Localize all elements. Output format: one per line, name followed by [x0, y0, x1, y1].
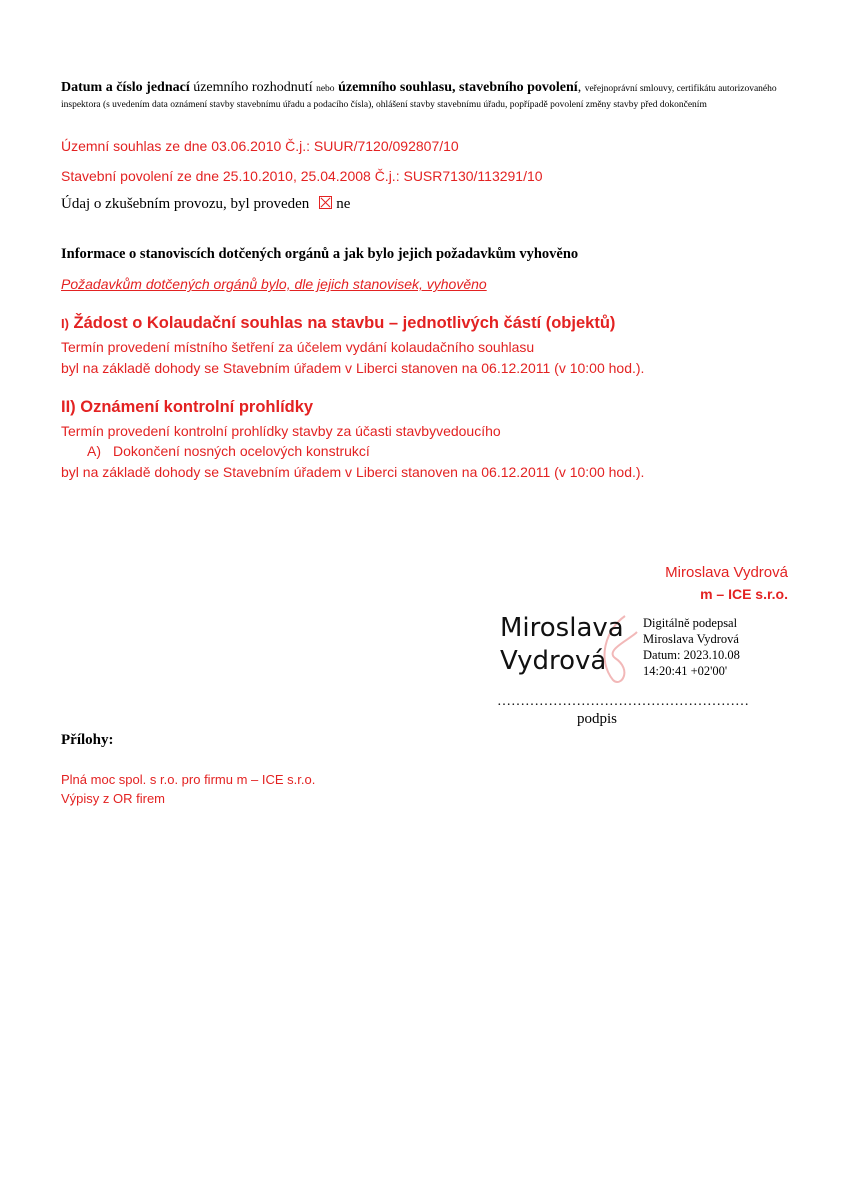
- header-text-1: územního rozhodnutí: [189, 80, 317, 95]
- digital-signature-info: [643, 615, 740, 679]
- digital-signature-info-3: Datum: 2023.10.08: [643, 648, 740, 662]
- section-2-line-1: Termín provedení kontrolní prohlídky stavby za účasti stavbyvedoucího: [61, 423, 501, 439]
- section-2-title: II) Oznámení kontrolní prohlídky: [61, 398, 314, 416]
- permit-line-2: Stavební povolení ze dne 25.10.2010, 25.04.2008 Č.j.: SUSR7130/113291/10: [61, 168, 543, 184]
- section-1-line-1: Termín provedení místního šetření za účelem vydání kolaudačního souhlasu: [61, 339, 535, 355]
- attachments-heading: Přílohy:: [61, 732, 114, 748]
- digital-signature-info-2: Miroslava Vydrová: [643, 632, 739, 646]
- section-2-list-item: [87, 443, 370, 459]
- section-1-title-text: Žádost o Kolaudační souhlas na stavbu – jednotlivých částí (objektů): [68, 314, 616, 332]
- signatory-company: m – ICE s.r.o.: [700, 586, 788, 602]
- digital-signature-info-1: Digitálně podepsal: [643, 616, 738, 630]
- signature-label: podpis: [577, 711, 618, 727]
- trial-label: Údaj o zkušebním provozu, byl proveden: [61, 196, 310, 212]
- header-tiny-1: nebo: [316, 84, 335, 94]
- attachment-item: Plná moc spol. s r.o. pro firmu m – ICE s.r.o.: [61, 772, 316, 787]
- section-2-item-label: A): [87, 443, 101, 459]
- signatory-name: Miroslava Vydrová: [665, 564, 788, 581]
- digital-signature-name-line-1: Miroslava: [500, 613, 624, 643]
- section-2-item-text: Dokončení nosných ocelových konstrukcí: [113, 443, 370, 459]
- section-1-prefix: I): [61, 316, 69, 331]
- opinions-heading: Informace o stanoviscích dotčených orgánů a jak bylo jejich požadavkům vyhověno: [61, 246, 579, 262]
- header-bold-1: Datum a číslo jednací: [61, 80, 190, 95]
- digital-signature-name: [500, 612, 624, 678]
- trial-answer: ne: [336, 196, 351, 212]
- attachment-item: Výpisy z OR firem: [61, 791, 166, 806]
- attachments-list: [61, 770, 315, 808]
- header-tiny-2: veřejnoprávní smlouvy, certifikátu autorizovaného inspektora (s uvedením data oznámení stavby stavebnímu úřadu a podacího čísla), ohlášení stavby stavebnímu úřadu, popřípadě povolení změny stavby před dokončením: [61, 84, 777, 110]
- trial-operation-row: [61, 196, 350, 213]
- permit-line-1: Územní souhlas ze dne 03.06.2010 Č.j.: SUUR/7120/092807/10: [61, 138, 459, 154]
- digital-signature-info-4: 14:20:41 +02'00': [643, 664, 728, 678]
- section-1-title: [61, 314, 615, 333]
- section-1-line-2: byl na základě dohody se Stavebním úřadem v Liberci stanoven na 06.12.2011 (v 10:00 hod.).: [61, 360, 645, 376]
- checked-box-icon: [319, 196, 332, 209]
- digital-signature-name-line-2: Vydrová: [500, 646, 607, 676]
- opinions-text: Požadavkům dotčených orgánů bylo, dle jejich stanovisek, vyhověno: [61, 276, 487, 292]
- header-paragraph: [61, 80, 801, 112]
- header-bold-2: územního souhlasu, stavebního povolení: [334, 80, 578, 95]
- signature-dotted-line: ………………………………………………: [497, 694, 749, 709]
- header-text-2: ,: [577, 80, 585, 95]
- section-2-line-2: byl na základě dohody se Stavebním úřadem v Liberci stanoven na 06.12.2011 (v 10:00 hod.).: [61, 464, 645, 480]
